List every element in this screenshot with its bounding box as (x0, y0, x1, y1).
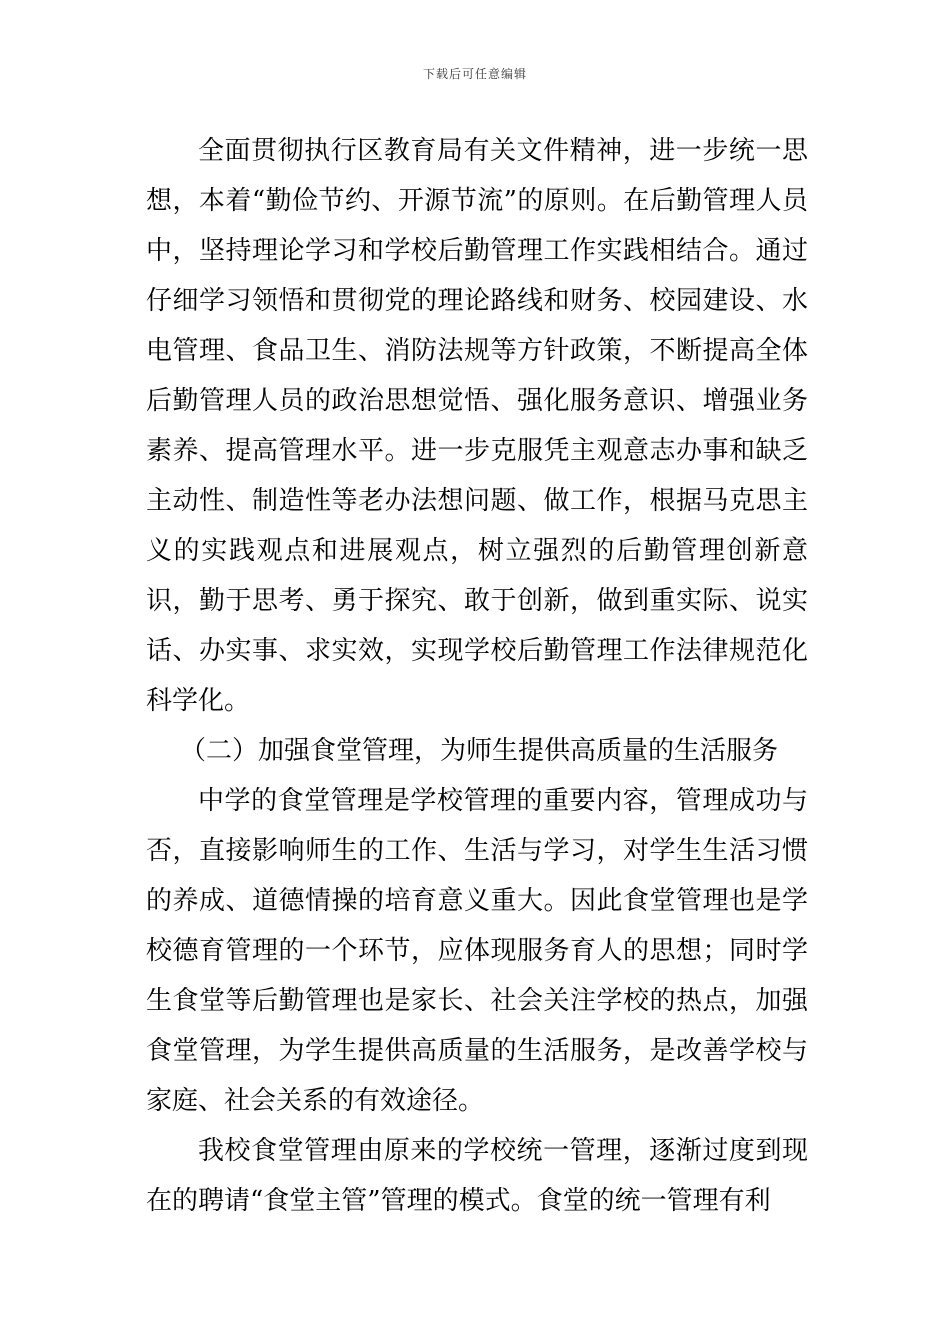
body-paragraph-2: 中学的食堂管理是学校管理的重要内容，管理成功与否，直接影响师生的工作、生活与学习，对学生生活习惯的养成、道德情操的培育意义重大。因此食堂管理也是学校德育管理的一个环节，应体现服务育人的思想；同时学生食堂等后勤管理也是家长、社会关注学校的热点，加强食堂管理，为学生提供高质量的生活服务，是改善学校与家庭、社会关系的有效途径。 (146, 786, 808, 1116)
section-heading: （二）加强食堂管理，为师生提供高质量的生活服务 (180, 736, 779, 766)
page-header: 下载后可任意编辑 (422, 67, 527, 81)
body-paragraph-1: 全面贯彻执行区教育局有关文件精神，进一步统一思想，本着“勤俭节约、开源节流”的原则。在后勤管理人员中，坚持理论学习和学校后勤管理工作实践相结合。通过仔细学习领悟和贯彻党的理论路线和财务、校园建设、水电管理、食品卫生、消防法规等方针政策，不断提高全体后勤管理人员的政治思想觉悟、强化服务意识、增强业务素养、提高管理水平。进一步克服凭主观意志办事和缺乏主动性、制造性等老办法想问题、做工作，根据马克思主义的实践观点和进展观点，树立强烈的后勤管理创新意识，勤于思考、勇于探究、敢于创新，做到重实际、说实话、办实事、求实效，实现学校后勤管理工作法律规范化科学化。 (146, 136, 808, 716)
document-body (146, 126, 808, 1226)
body-paragraph-3: 我校食堂管理由原来的学校统一管理，逐渐过度到现在的聘请“食堂主管”管理的模式。食堂的统一管理有利 (146, 1136, 808, 1216)
